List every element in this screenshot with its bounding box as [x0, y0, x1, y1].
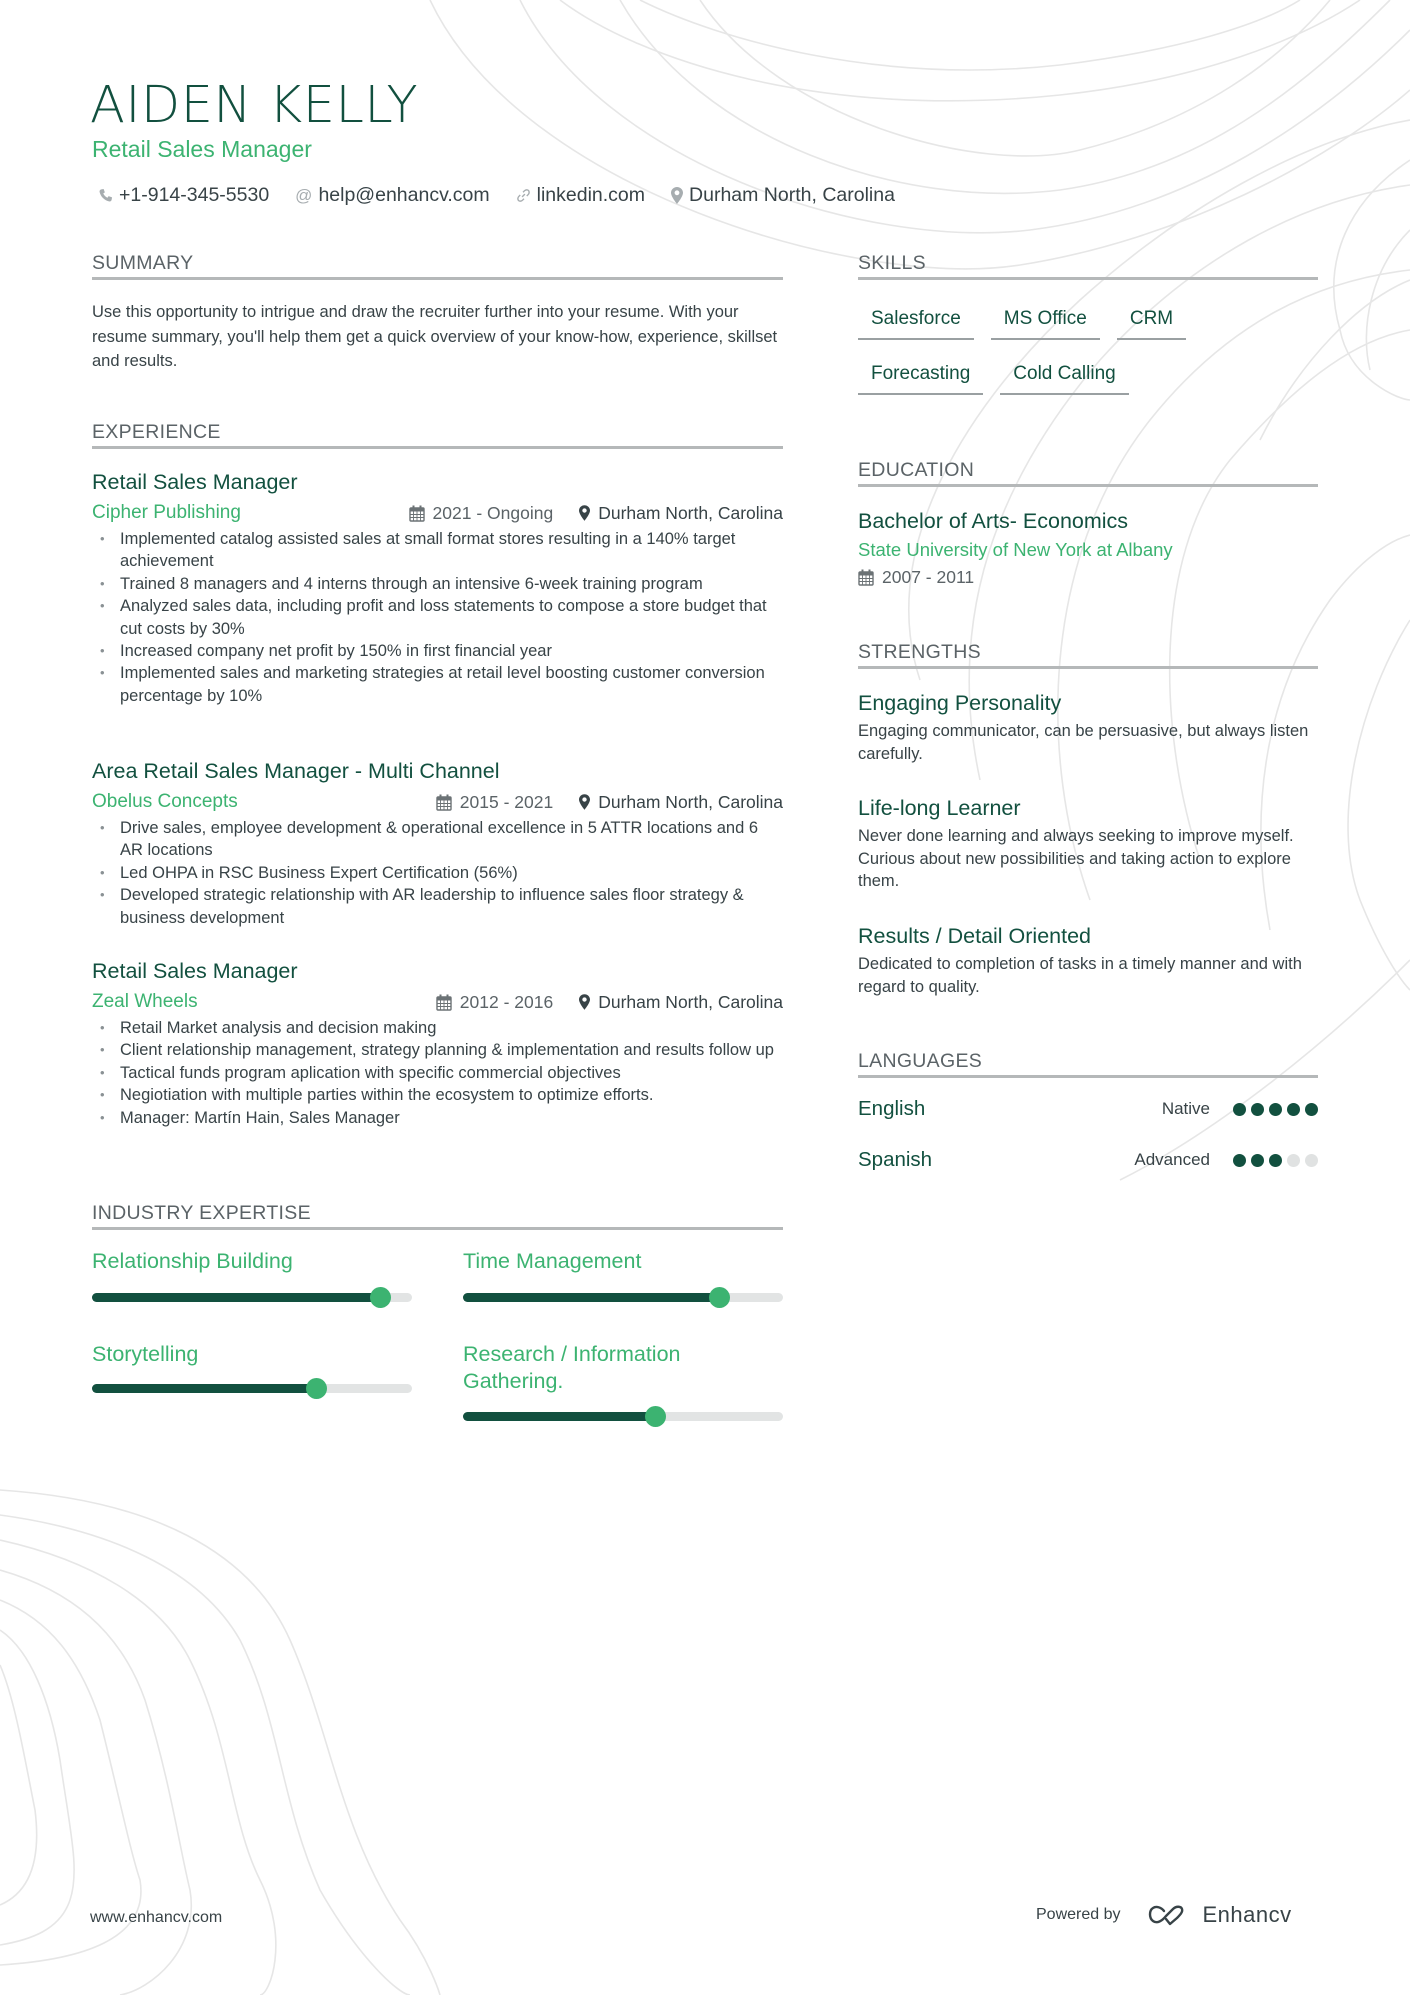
expertise-bar — [92, 1384, 412, 1393]
section-header-industry-expertise: INDUSTRY EXPERTISE — [92, 1202, 783, 1230]
contact-email-text: help@enhancv.com — [318, 184, 490, 206]
expertise-bar-knob — [645, 1406, 666, 1427]
job-title: Retail Sales Manager — [92, 470, 298, 494]
expertise-label: Research / Information Gathering. — [463, 1342, 681, 1393]
location-pin-icon — [671, 187, 683, 204]
expertise-bar — [463, 1412, 783, 1421]
bullet-item: • Drive sales, employee development & operational excellence in 5 ATTR locations and 6 AR locations — [92, 817, 783, 862]
phone-icon — [98, 188, 113, 203]
language-level: Native — [1161, 1099, 1210, 1118]
section-header-skills: SKILLS — [858, 252, 1318, 280]
strength-title: Results / Detail Oriented — [858, 924, 1092, 948]
bullet-item: • Negiotiation with multiple parties within the ecosystem to optimize efforts. — [92, 1084, 783, 1106]
contact-phone-text: +1-914-345-5530 — [119, 184, 270, 206]
expertise-bar-fill — [92, 1293, 380, 1302]
expertise-item — [463, 1341, 783, 1395]
skill-tag: Forecasting — [858, 357, 983, 395]
experience-entry — [92, 757, 783, 929]
bullet-item: • Developed strategic relationship with AR leadership to influence sales floor strategy & business development — [92, 884, 783, 929]
expertise-item — [92, 1341, 412, 1368]
education-dates: 2007 - 2011 — [882, 567, 975, 587]
language-item — [858, 1148, 1318, 1172]
expertise-label: Storytelling — [92, 1342, 199, 1366]
section-header-languages: LANGUAGES — [858, 1050, 1318, 1078]
contact-location — [671, 184, 895, 207]
job-bullets — [92, 817, 783, 929]
job-dates: 2021 - Ongoing — [432, 502, 554, 523]
proficiency-dot — [1305, 1103, 1318, 1116]
education-school: State University of New York at Albany — [858, 539, 1173, 560]
job-company: Cipher Publishing — [92, 502, 241, 523]
proficiency-dot — [1287, 1103, 1300, 1116]
strength-item — [858, 793, 1318, 893]
expertise-bar-fill — [463, 1293, 719, 1302]
proficiency-dot — [1233, 1154, 1246, 1167]
education-degree: Bachelor of Arts- Economics — [858, 509, 1129, 533]
job-dates: 2012 - 2016 — [459, 991, 554, 1012]
contact-location-text: Durham North, Carolina — [689, 184, 895, 206]
job-company: Zeal Wheels — [92, 991, 198, 1012]
language-name: Spanish — [858, 1148, 933, 1171]
section-header-education: EDUCATION — [858, 459, 1318, 487]
calendar-icon — [409, 505, 425, 522]
section-header-experience: EXPERIENCE — [92, 421, 783, 449]
candidate-title: Retail Sales Manager — [92, 136, 312, 162]
proficiency-dot — [1269, 1103, 1282, 1116]
contact-phone[interactable] — [98, 184, 269, 207]
experience-entry — [92, 957, 783, 1129]
job-bullets — [92, 1017, 783, 1129]
calendar-icon — [858, 569, 874, 586]
job-title: Retail Sales Manager — [92, 959, 298, 983]
footer-website-link[interactable]: www.enhancv.com — [90, 1909, 223, 1926]
job-meta — [92, 500, 783, 526]
experience-entry — [92, 468, 783, 707]
expertise-bar-fill — [463, 1412, 655, 1421]
bullet-item: • Implemented catalog assisted sales at small format stores resulting in a 140% target achievement — [92, 528, 783, 573]
strength-title: Life-long Learner — [858, 796, 1021, 820]
language-proficiency-dots — [1228, 1103, 1318, 1116]
expertise-bar — [92, 1293, 412, 1302]
candidate-name: AIDEN KELLY — [90, 76, 419, 135]
contact-linkedin-text: linkedin.com — [536, 184, 646, 206]
bullet-item: • Analyzed sales data, including profit and loss statements to compose a store budget that cut costs by 30% — [92, 595, 783, 640]
brand-name: Enhancv — [1202, 1902, 1292, 1927]
section-header-strengths: STRENGTHS — [858, 641, 1318, 669]
job-company: Obelus Concepts — [92, 791, 238, 812]
skills-list — [858, 302, 1318, 412]
job-dates: 2015 - 2021 — [459, 791, 554, 812]
expertise-bar-knob — [709, 1287, 730, 1308]
proficiency-dot — [1269, 1154, 1282, 1167]
bullet-item: • Trained 8 managers and 4 interns through an intensive 6-week training program — [92, 573, 783, 595]
contact-linkedin[interactable] — [516, 184, 645, 207]
skill-tag: CRM — [1117, 302, 1186, 340]
expertise-label: Time Management — [463, 1249, 642, 1273]
job-location: Durham North, Carolina — [598, 991, 783, 1012]
job-title: Area Retail Sales Manager - Multi Channel — [92, 759, 500, 783]
expertise-bar-knob — [370, 1287, 391, 1308]
job-location: Durham North, Carolina — [598, 502, 783, 523]
expertise-bar-fill — [92, 1384, 316, 1393]
bullet-item: • Manager: Martín Hain, Sales Manager — [92, 1107, 783, 1129]
strength-title: Engaging Personality — [858, 691, 1062, 715]
at-icon: @ — [295, 185, 313, 205]
strength-item — [858, 688, 1318, 765]
bullet-item: • Led OHPA in RSC Business Expert Certification (56%) — [92, 862, 783, 884]
contact-email[interactable] — [295, 184, 489, 207]
expertise-label: Relationship Building — [92, 1249, 293, 1273]
language-proficiency-dots — [1228, 1154, 1318, 1167]
location-pin-icon — [579, 794, 590, 810]
summary-text: Use this opportunity to intrigue and draw the recruiter further into your resume. With your resume summary, you'll help them get a quick overview of your know-how, experience, skillset and results. — [92, 303, 778, 370]
expertise-bar — [463, 1293, 783, 1302]
powered-by-label: Powered by — [1036, 1906, 1121, 1923]
strength-description: Never done learning and always seeking to improve myself. Curious about new possibilities and taking action to explore them. — [858, 827, 1294, 890]
strength-description: Engaging communicator, can be persuasive, but always listen carefully. — [858, 722, 1309, 763]
contact-bar — [98, 184, 921, 207]
bullet-item: • Tactical funds program aplication with specific commercial objectives — [92, 1062, 783, 1084]
skill-tag: MS Office — [991, 302, 1100, 340]
bullet-item: • Implemented sales and marketing strategies at retail level boosting customer conversion percentage by 10% — [92, 662, 783, 707]
proficiency-dot — [1287, 1154, 1300, 1167]
job-meta — [92, 989, 783, 1015]
calendar-icon — [436, 994, 452, 1011]
enhancv-logo-icon — [1147, 1903, 1193, 1927]
expertise-item — [463, 1248, 783, 1275]
strength-item — [858, 921, 1318, 998]
bullet-item: • Client relationship management, strategy planning & implementation and results follow up — [92, 1039, 783, 1061]
strength-description: Dedicated to completion of tasks in a timely manner and with regard to quality. — [858, 955, 1302, 996]
job-bullets — [92, 528, 783, 707]
bullet-item: • Increased company net profit by 150% in first financial year — [92, 640, 783, 662]
language-level: Advanced — [1134, 1150, 1210, 1169]
expertise-bar-knob — [306, 1378, 327, 1399]
skill-tag: Cold Calling — [1000, 357, 1128, 395]
skill-tag: Salesforce — [858, 302, 974, 340]
proficiency-dot — [1233, 1103, 1246, 1116]
proficiency-dot — [1251, 1103, 1264, 1116]
language-item — [858, 1097, 1318, 1121]
job-meta — [92, 789, 783, 815]
language-name: English — [858, 1097, 926, 1120]
proficiency-dot — [1305, 1154, 1318, 1167]
calendar-icon — [436, 794, 452, 811]
location-pin-icon — [579, 994, 590, 1010]
proficiency-dot — [1251, 1154, 1264, 1167]
job-location: Durham North, Carolina — [598, 791, 783, 812]
section-header-summary: SUMMARY — [92, 252, 783, 280]
location-pin-icon — [579, 505, 590, 521]
education-entry — [858, 506, 1318, 590]
footer-branding[interactable] — [1036, 1902, 1292, 1928]
link-icon — [516, 188, 531, 203]
expertise-item — [92, 1248, 412, 1275]
bullet-item: • Retail Market analysis and decision making — [92, 1017, 783, 1039]
